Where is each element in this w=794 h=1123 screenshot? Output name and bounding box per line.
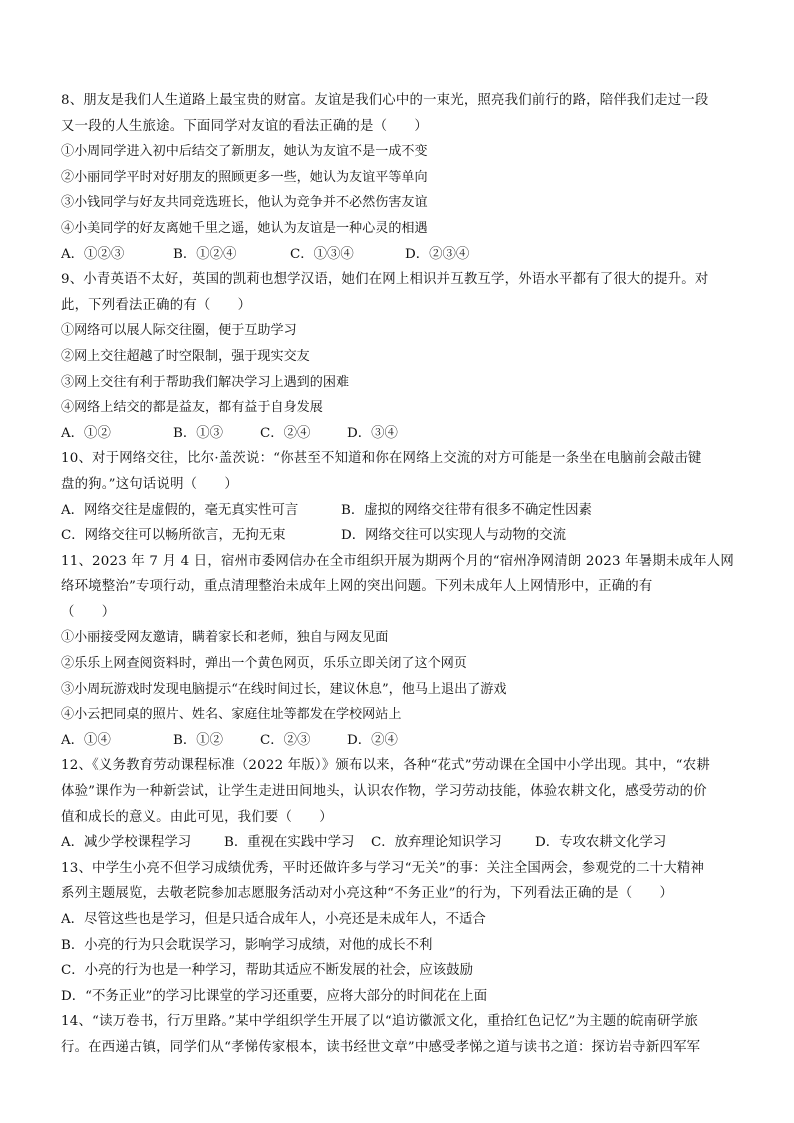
- question-11-option-c: C．②③: [260, 732, 311, 748]
- question-12-options: [61, 830, 741, 856]
- question-9-item-3: ③网上交往有利于帮助我们解决学习上遇到的困难: [61, 374, 350, 390]
- question-11-option-a: A．①④: [61, 732, 111, 748]
- question-9-options: [61, 421, 741, 447]
- question-12: [61, 753, 741, 855]
- question-11-item-3: ③小周玩游戏时发现电脑提示“在线时间过长，建议休息”，他马上退出了游戏: [61, 681, 507, 697]
- question-12-option-d: D．专攻农耕文化学习: [535, 835, 667, 851]
- question-10-option-a: A．网络交往是虚假的，毫无真实性可言: [61, 502, 299, 518]
- question-10-stem-line-1: 10、对于网络交往，比尔·盖茨说：“你甚至不知道和你在网络上交流的对方可能是一条坐在电脑前会敲击键: [61, 451, 702, 467]
- question-14-stem-line-1: 14、“读万卷书，行万里路。”某中学组织学生开展了以“追访徽派文化，重拾红色记忆”为主题的皖南研学旅: [61, 1014, 698, 1030]
- question-10-option-d: D．网络交往可以实现人与动物的交流: [341, 528, 566, 544]
- question-12-stem-line-3: 值和成长的意义。由此可见，我们要（ ）: [61, 809, 333, 825]
- question-12-option-c: C．放弃理论知识学习: [371, 835, 502, 851]
- questions-block: [61, 88, 741, 1061]
- question-11-stem-line-2: 络环境整治”专项行动，重点清理整治未成年上网的突出问题。下列未成年人上网情形中，正确的有: [61, 579, 653, 595]
- question-8: [61, 88, 741, 267]
- question-9-option-a: A．①②: [61, 425, 111, 441]
- question-8-item-3: ③小钱同学与好友共同竞选班长，他认为竞争并不必然伤害友谊: [61, 195, 428, 211]
- question-10-option-c: C．网络交往可以畅所欲言，无拘无束: [61, 528, 286, 544]
- question-10-option-b: B．虚拟的网络交往带有很多不确定性因素: [341, 502, 592, 518]
- question-9-option-d: D．③④: [347, 425, 398, 441]
- question-12-option-a: A．减少学校课程学习: [61, 835, 192, 851]
- question-11-option-d: D．②④: [347, 732, 398, 748]
- question-13-stem-line-2: 系列主题展览，去敬老院参加志愿服务活动对小亮这种“不务正业”的行为，下列看法正确的是（ ）: [61, 886, 674, 902]
- question-10-stem-line-2: 盘的狗。”这句话说明（ ）: [61, 476, 239, 492]
- question-8-option-b: B．①②④: [173, 246, 237, 262]
- question-11-options: [61, 728, 741, 754]
- question-11: [61, 549, 741, 754]
- question-9-item-2: ②网上交往超越了时空限制，强于现实交友: [61, 348, 310, 364]
- question-10-options-row-2: [61, 523, 741, 549]
- question-8-item-4: ④小美同学的好友离她千里之遥，她认为友谊是一种心灵的相遇: [61, 220, 428, 236]
- question-11-item-4: ④小云把同桌的照片、姓名、家庭住址等都发在学校网站上: [61, 707, 402, 723]
- question-12-stem-line-2: 体验”课作为一种新尝试，让学生走进田间地头，认识农作物，学习劳动技能，体验农耕文化，感受劳动的价: [61, 784, 707, 800]
- question-11-item-1: ①小丽接受网友邀请，瞒着家长和老师，独自与网友见面: [61, 630, 389, 646]
- question-8-option-d: D．②③④: [405, 246, 470, 262]
- question-8-stem-line-2: 又一段的人生旅途。下面同学对友谊的看法正确的是（ ）: [61, 118, 428, 134]
- question-11-stem-line-3: （ ）: [61, 604, 116, 620]
- question-8-stem-line-1: 8、朋友是我们人生道路上最宝贵的财富。友谊是我们心中的一束光，照亮我们前行的路，陪伴我们走过一段: [61, 93, 709, 108]
- question-10-options-row-1: [61, 498, 741, 524]
- question-14: [61, 1009, 741, 1060]
- question-10: [61, 446, 741, 548]
- question-11-option-b: B．①②: [173, 732, 224, 748]
- question-8-options: [61, 242, 741, 268]
- question-13-option-c: C．小亮的行为也是一种学习，帮助其适应不断发展的社会，应该鼓励: [61, 963, 473, 979]
- question-8-option-a: A．①②③: [61, 246, 125, 262]
- question-9: [61, 267, 741, 446]
- question-13-stem-line-1: 13、中学生小亮不但学习成绩优秀，平时还做许多与学习“无关”的事：关注全国两会，参观党的二十大精神: [61, 860, 705, 876]
- question-12-option-b: B．重视在实践中学习: [224, 835, 355, 851]
- question-8-item-1: ①小周同学进入初中后结交了新朋友，她认为友谊不是一成不变: [61, 144, 428, 160]
- question-12-stem-line-1: 12、《义务教育劳动课程标准（2022 年版）》颁布以来，各种“花式”劳动课在全国中小学出现。其中，“农耕: [61, 758, 710, 774]
- question-9-option-c: C．②④: [260, 425, 311, 441]
- question-9-item-1: ①网络可以展人际交往圈，便于互助学习: [61, 323, 297, 339]
- question-8-item-2: ②小丽同学平时对好朋友的照顾更多一些，她认为友谊平等单向: [61, 169, 428, 185]
- question-14-stem-line-2: 行。在西递古镇，同学们从“孝悌传家根本，读书经世文章”中感受孝悌之道与读书之道：探访岩寺新四军军: [61, 1039, 701, 1055]
- question-13: [61, 856, 741, 1010]
- question-9-stem-line-1: 9、小青英语不太好，英国的凯莉也想学汉语，她们在网上相识并互教互学，外语水平都有了很大的提升。对: [61, 272, 709, 288]
- question-9-stem-line-2: 此，下列看法正确的有（ ）: [61, 297, 252, 313]
- question-13-option-d: D．“不务正业”的学习比课堂的学习还重要，应将大部分的时间花在上面: [61, 988, 488, 1004]
- question-11-stem-line-1: 11、2023 年 7 月 4 日，宿州市委网信办在全市组织开展为期两个月的“宿州净网清朗 2023 年暑期未成年人网: [61, 553, 734, 569]
- question-8-option-c: C．①③④: [290, 246, 354, 262]
- question-13-option-b: B．小亮的行为只会耽误学习，影响学习成绩，对他的成长不利: [61, 937, 433, 953]
- question-11-item-2: ②乐乐上网查阅资料时，弹出一个黄色网页，乐乐立即关闭了这个网页: [61, 656, 467, 672]
- question-9-item-4: ④网络上结交的都是益友，都有益于自身发展: [61, 400, 323, 416]
- question-13-option-a: A．尽管这些也是学习，但是只适合成年人，小亮还是未成年人，不适合: [61, 912, 486, 927]
- question-9-option-b: B．①③: [173, 425, 224, 441]
